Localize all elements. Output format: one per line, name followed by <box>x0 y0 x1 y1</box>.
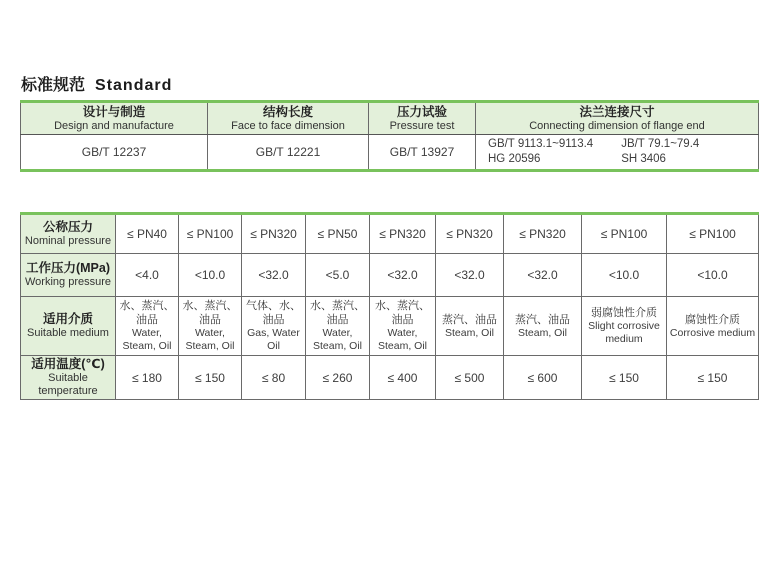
spec-cell: ≤ 80 <box>242 356 306 400</box>
spec-cell: ≤ PN100 <box>667 214 759 254</box>
medium-en: Water, Steam, Oil <box>377 327 427 352</box>
spec-cell: ≤ 600 <box>504 356 582 400</box>
flange-right-line2: SH 3406 <box>621 153 666 165</box>
medium-zh: 蒸汽、油品 <box>442 313 497 326</box>
medium-zh: 蒸汽、油品 <box>515 313 570 326</box>
medium-zh: 水、蒸汽、油品 <box>182 300 238 326</box>
spec-cell-medium <box>667 297 759 356</box>
row-header-en: Suitable medium <box>27 327 109 339</box>
spec-cell-medium <box>306 297 370 356</box>
medium-zh: 气体、水、油品 <box>246 300 301 326</box>
standards-header-face-to-face <box>208 102 369 135</box>
row-header-zh: 适用温度(℃) <box>31 357 105 371</box>
header-zh: 法兰连接尺寸 <box>579 104 655 119</box>
medium-en: Corrosive medium <box>669 326 756 339</box>
medium-zh: 弱腐蚀性介质 <box>591 307 657 319</box>
medium-en: Slight corrosive medium <box>588 320 660 345</box>
medium-zh: 水、蒸汽、油品 <box>310 300 365 326</box>
spec-cell: <10.0 <box>179 254 242 297</box>
spec-row-header-working-pressure <box>21 254 116 297</box>
flange-values-left <box>488 137 593 167</box>
spec-cell: <10.0 <box>667 254 759 297</box>
spec-cell: <4.0 <box>116 254 179 297</box>
flange-left-line2: HG 20596 <box>488 153 541 165</box>
flange-left-line1: GB/T 9113.1~9113.4 <box>488 138 594 150</box>
spec-cell: <32.0 <box>370 254 436 297</box>
spec-row-suitable-medium <box>21 297 759 356</box>
header-en: Connecting dimension of flange end <box>529 119 705 132</box>
medium-zh: 水、蒸汽、油品 <box>375 300 430 326</box>
spec-cell: <32.0 <box>242 254 306 297</box>
medium-zh: 水、蒸汽、油品 <box>119 300 175 326</box>
flange-values-right <box>621 137 699 167</box>
spec-cell: <32.0 <box>436 254 504 297</box>
row-header-en: Working pressure <box>25 276 111 288</box>
spec-row-suitable-temperature <box>21 356 759 400</box>
header-en: Face to face dimension <box>231 119 345 132</box>
header-zh: 结构长度 <box>262 104 313 119</box>
spec-cell-medium <box>179 297 242 356</box>
medium-en: Steam, Oil <box>444 326 494 339</box>
spec-row-nominal-pressure <box>21 214 759 254</box>
medium-en: Steam, Oil <box>517 326 567 339</box>
standards-table <box>20 100 759 172</box>
spec-cell: <5.0 <box>306 254 370 297</box>
page-title <box>21 72 172 95</box>
standard-value-pressure-test: GB/T 13927 <box>369 135 476 171</box>
spec-cell: ≤ 150 <box>179 356 242 400</box>
standards-value-row <box>21 135 759 171</box>
spec-table <box>20 212 759 400</box>
spec-cell: ≤ PN320 <box>242 214 306 254</box>
spec-cell: ≤ 500 <box>436 356 504 400</box>
spec-cell: ≤ PN40 <box>116 214 179 254</box>
spec-cell-medium <box>582 297 667 356</box>
spec-cell: ≤ 260 <box>306 356 370 400</box>
spec-cell: ≤ 150 <box>582 356 667 400</box>
spec-cell: ≤ PN320 <box>370 214 436 254</box>
spec-cell: ≤ PN320 <box>436 214 504 254</box>
page-title-zh: 标准规范 <box>21 77 86 94</box>
standards-header-row <box>21 102 759 135</box>
standard-value-flange <box>476 135 759 171</box>
spec-row-header-suitable-medium <box>21 297 116 356</box>
standard-value-face-to-face: GB/T 12221 <box>208 135 369 171</box>
spec-cell: <10.0 <box>582 254 667 297</box>
spec-cell-medium <box>370 297 436 356</box>
medium-en: Water, Steam, Oil <box>312 327 362 352</box>
header-en: Pressure test <box>389 119 455 132</box>
spec-row-header-suitable-temperature <box>21 356 116 400</box>
row-header-zh: 工作压力(MPa) <box>25 261 111 275</box>
spec-row-working-pressure <box>21 254 759 297</box>
row-header-zh: 公称压力 <box>42 220 93 234</box>
header-zh: 压力试验 <box>396 104 447 119</box>
row-header-en: Nominal pressure <box>24 235 112 247</box>
spec-cell-medium <box>504 297 582 356</box>
header-en: Design and manufacture <box>54 119 174 132</box>
spec-row-header-nominal-pressure <box>21 214 116 254</box>
spec-cell: ≤ PN320 <box>504 214 582 254</box>
flange-right-line1: JB/T 79.1~79.4 <box>621 138 700 150</box>
standards-header-flange <box>476 102 759 135</box>
spec-cell: ≤ 180 <box>116 356 179 400</box>
header-zh: 设计与制造 <box>82 104 146 119</box>
row-header-en: Suitable temperature <box>38 372 98 397</box>
standards-header-design <box>21 102 208 135</box>
spec-cell-medium <box>436 297 504 356</box>
spec-cell: ≤ 150 <box>667 356 759 400</box>
spec-cell: ≤ PN100 <box>582 214 667 254</box>
spec-cell-medium <box>242 297 306 356</box>
medium-en: Water, Steam, Oil <box>185 327 235 352</box>
flange-values <box>478 137 756 167</box>
medium-en: Gas, Water Oil <box>247 327 300 352</box>
spec-cell: ≤ 400 <box>370 356 436 400</box>
standard-value-design: GB/T 12237 <box>21 135 208 171</box>
spec-cell: ≤ PN100 <box>179 214 242 254</box>
page-title-en: Standard <box>95 77 173 94</box>
standards-header-pressure-test <box>369 102 476 135</box>
row-header-zh: 适用介质 <box>42 312 93 326</box>
medium-zh: 腐蚀性介质 <box>685 313 740 326</box>
spec-cell: <32.0 <box>504 254 582 297</box>
spec-cell-medium <box>116 297 179 356</box>
spec-cell: ≤ PN50 <box>306 214 370 254</box>
medium-en: Water, Steam, Oil <box>122 327 172 352</box>
